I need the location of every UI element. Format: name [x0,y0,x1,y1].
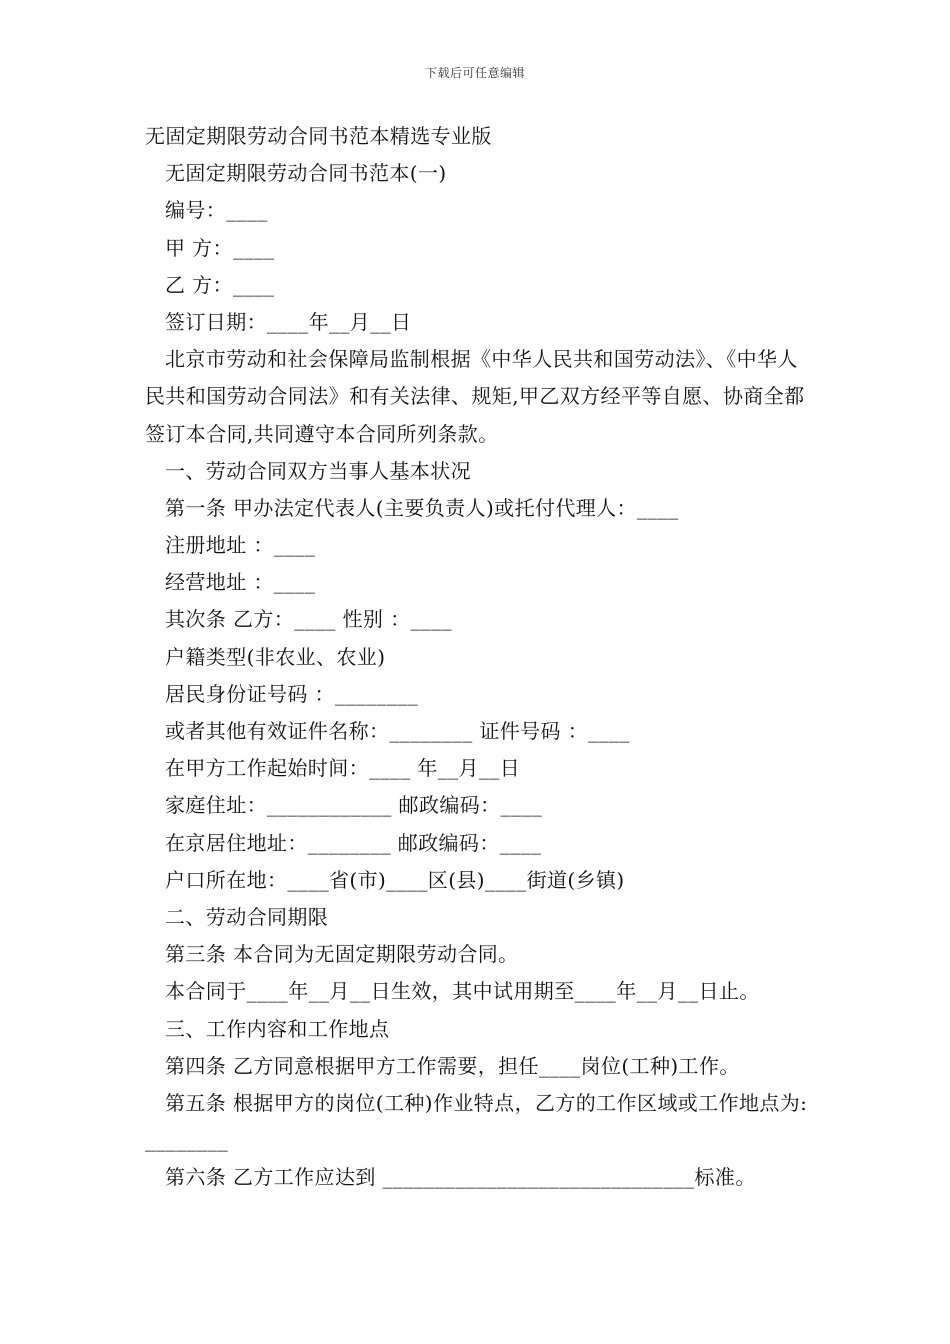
article-1: 第一条 甲办法定代表人(主要负责人)或托付代理人：____ [165,495,679,520]
document-title: 无固定期限劳动合同书范本精选专业版 [145,124,492,148]
hukou-location: 户口所在地：____省(市)____区(县)____街道(乡镇) [165,867,625,892]
article-2: 其次条 乙方：____ 性别 ：____ [165,607,453,632]
business-address: 经营地址 ：____ [165,570,316,595]
effective-date: 本合同于____年__月__日生效，其中试用期至____年__月__日止。 [165,979,760,1004]
sign-date: 签订日期：____年__月__日 [165,309,412,334]
page-header-note: 下载后可任意编辑 [424,66,525,80]
document-subtitle: 无固定期限劳动合同书范本(一) [165,161,447,186]
article-3: 第三条 本合同为无固定期限劳动合同。 [165,942,519,967]
contract-number: 编号：____ [165,198,268,223]
work-start-date: 在甲方工作起始时间：____ 年__月__日 [165,756,521,781]
id-number: 居民身份证号码 ：________ [165,681,419,706]
other-id: 或者其他有效证件名称：________ 证件号码 ：____ [165,719,630,744]
household-type: 户籍类型(非农业、农业) [165,644,386,669]
party-b: 乙 方：____ [165,272,275,297]
preamble-paragraph: 北京市劳动和社会保障局监制根据《中华人民共和国劳动法》、《中华人民共和国劳动合同法》和有关法律、规矩,甲乙双方经平等自愿、协商全都签订本合同,共同遵守本合同所列条款。 [145,347,805,446]
registered-address: 注册地址 ：____ [165,533,316,558]
article-6: 第六条 乙方工作应达到 ______________________________标准。 [165,1165,756,1190]
article-4: 第四条 乙方同意根据甲方工作需要，担任____岗位(工种)工作。 [165,1053,740,1078]
beijing-address: 在京居住地址：________ 邮政编码：____ [165,830,542,855]
party-a: 甲 方：____ [165,235,275,260]
article-5: 第五条 根据甲方的岗位(工种)作业特点，乙方的工作区域或工作地点为:________ [145,1090,808,1153]
home-address: 家庭住址：____________ 邮政编码：____ [165,793,543,818]
section-heading-1: 一、劳动合同双方当事人基本状况 [165,458,471,483]
section-heading-2: 二、劳动合同期限 [165,904,329,929]
section-heading-3: 三、工作内容和工作地点 [165,1016,390,1041]
document-body [145,118,810,1197]
